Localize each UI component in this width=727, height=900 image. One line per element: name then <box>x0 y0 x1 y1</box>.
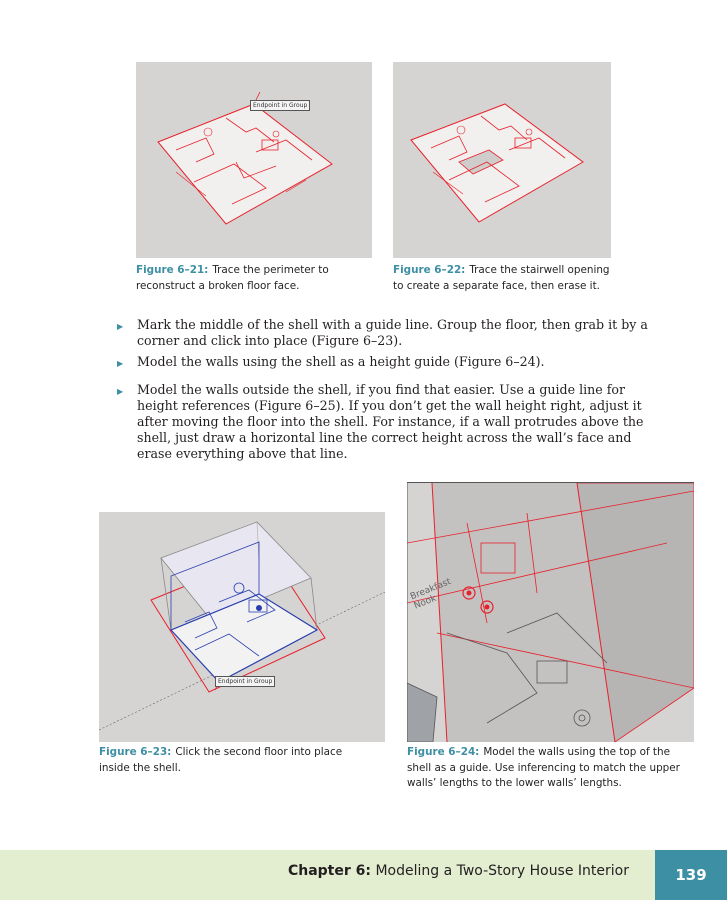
page-number: 139 <box>655 850 727 900</box>
figure-6-24-image <box>407 482 694 742</box>
floor-plan-trace-illustration <box>136 62 372 258</box>
figure-6-23-caption <box>99 745 369 776</box>
walls-model-illustration <box>407 483 694 742</box>
caption-text: Click the second floor into place inside the shell. <box>99 746 343 774</box>
stairwell-trace-illustration <box>393 62 611 258</box>
list-item: ▶ Model the walls outside the shell, if you find that easier. Use a guide line for height references (Figure 6–25). If you don’t get the wall height right, adjust it after moving the floor into the shell. For instance, if a wall protrudes above the shell, just draw a horizontal line the correct height across the wall’s face and erase everything above that line. <box>117 382 662 462</box>
list-item: ▶ Mark the middle of the shell with a guide line. Group the floor, then grab it by a corner and click into place (Figure 6–23). <box>117 317 662 349</box>
figure-label: Figure 6–24: <box>407 746 480 758</box>
caption-text: Model the walls using the top of the shell as a guide. Use inferencing to match the upper walls’ lengths to the lower walls’ lengths. <box>407 746 680 789</box>
chapter-label: Chapter 6: <box>287 863 371 879</box>
chapter-title <box>288 863 629 879</box>
figure-label: Figure 6–21: <box>136 264 209 276</box>
figure-label: Figure 6–23: <box>99 746 172 758</box>
figure-label: Figure 6–22: <box>393 264 466 276</box>
figure-6-22-caption <box>393 263 623 294</box>
caption-text: Trace the perimeter to reconstruct a broken floor face. <box>136 264 329 292</box>
endpoint-tooltip: Endpoint in Group <box>215 676 275 687</box>
instruction-list <box>117 317 662 467</box>
caption-text: Trace the stairwell opening to create a separate face, then erase it. <box>393 264 610 292</box>
figure-6-24-caption <box>407 745 697 792</box>
room-label: Breakfast Nook <box>409 576 453 612</box>
figure-6-21-image <box>136 62 372 258</box>
chapter-name: Modeling a Two-Story House Interior <box>375 863 629 879</box>
floor-in-shell-illustration <box>99 512 385 742</box>
figure-6-23-image <box>99 512 385 742</box>
figure-6-21-caption <box>136 263 376 294</box>
list-item: ▶ Model the walls using the shell as a height guide (Figure 6–24). <box>117 354 662 370</box>
figure-6-22-image <box>393 62 611 258</box>
endpoint-tooltip: Endpoint in Group <box>250 100 310 111</box>
